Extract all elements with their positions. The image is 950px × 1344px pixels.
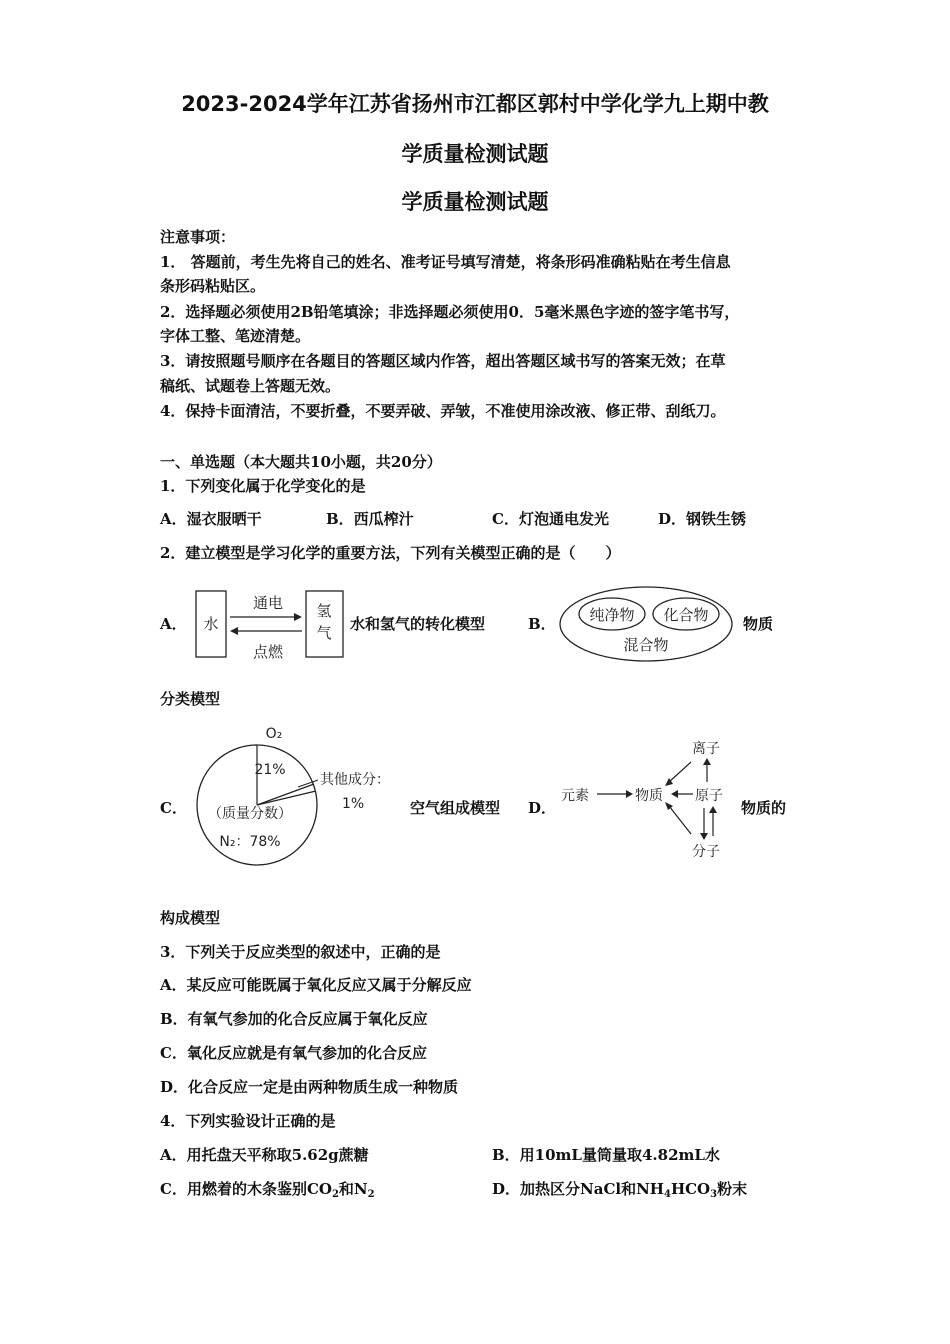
arrow-head-1 [626, 790, 633, 798]
q4-stem: 4．下列实验设计正确的是 [160, 1112, 336, 1130]
q4-d-text-1: D．加热区分NaCl和NH [492, 1180, 664, 1198]
q2-b-caption-cont: 分类模型 [160, 690, 221, 708]
notice-item-4: 4．保持卡面清洁，不要折叠，不要弄破、弄皱，不准使用涂改液、修正带、刮纸刀。 [160, 402, 726, 420]
notice-item-3b: 稿纸、试题卷上答题无效。 [160, 377, 341, 395]
other-label: 其他成分： [320, 772, 390, 788]
q4-d-text-2: HCO [670, 1180, 711, 1198]
exam-title-line3: 学质量检测试题 [401, 190, 549, 214]
q2-c-diagram [190, 718, 410, 868]
arrow-head-6 [700, 833, 708, 840]
q2-c-caption: 空气组成模型 [410, 799, 501, 817]
q2-d-label: D． [528, 799, 557, 817]
q2-b-label: B． [528, 615, 556, 633]
q4-option-b: B．用10mL量筒量取4.82mL水 [492, 1146, 720, 1164]
q2-a-caption: 水和氢气的转化模型 [350, 615, 486, 633]
q3-stem: 3．下列关于反应类型的叙述中，正确的是 [160, 943, 441, 961]
q1-option-c: C．灯泡通电发光 [492, 510, 609, 528]
notice-heading: 注意事项： [160, 228, 236, 246]
q2-b-caption: 物质 [743, 615, 774, 633]
q4-option-d [492, 1177, 747, 1207]
arrow-head-5 [703, 758, 711, 765]
q1-option-b: B．西瓜榨汁 [326, 510, 414, 528]
hydrogen-label-1: 氢 [316, 602, 332, 620]
ion-to-matter-arrow [669, 762, 691, 782]
mixture-label: 混合物 [623, 636, 669, 654]
matter-label: 物质 [635, 788, 663, 804]
q1-option-a: A．湿衣服晒干 [160, 510, 262, 528]
q4-c-sub-1: 2 [331, 1189, 339, 1200]
arrow-head-2 [671, 790, 678, 798]
exam-title-line1: 2023-2024学年江苏省扬州市江都区郭村中学化学九上期中教 [181, 92, 769, 116]
q2-d-caption: 物质的 [741, 799, 787, 817]
q1-option-d: D．钢铁生锈 [658, 510, 747, 528]
notice-item-2a: 2．选择题必须使用2B铅笔填涂；非选择题必须使用0．5毫米黑色字迹的签字笔书写， [160, 303, 740, 321]
q2-c-label: C． [160, 799, 187, 817]
q4-option-c [160, 1177, 375, 1207]
ion-label: 离子 [692, 741, 720, 757]
q4-option-a: A．用托盘天平称取5.62g蔗糖 [160, 1146, 369, 1164]
arrow-right-head [294, 613, 302, 621]
q3-option-c: C．氧化反应就是有氧气参加的化合反应 [160, 1044, 427, 1062]
q4-d-sub-2: 3 [710, 1189, 718, 1200]
q2-b-diagram [555, 584, 735, 664]
pie-divider-2 [257, 791, 316, 805]
hydrogen-label-2: 气 [316, 624, 332, 642]
q1-stem: 1．下列变化属于化学变化的是 [160, 477, 366, 495]
q4-d-sub-1: 4 [663, 1189, 671, 1200]
n2-percent: N₂：78% [219, 834, 281, 850]
q2-a-diagram [190, 585, 350, 665]
q4-c-text-1: C．用燃着的木条鉴别CO [160, 1180, 332, 1198]
compound-label: 化合物 [663, 606, 709, 624]
element-label: 元素 [561, 788, 589, 804]
pie-divider-1 [257, 784, 314, 805]
notice-item-2b: 字体工整、笔迹清楚。 [160, 327, 311, 345]
q3-option-a: A．某反应可能既属于氧化反应又属于分解反应 [160, 976, 472, 994]
q4-d-text-3: 粉末 [717, 1180, 748, 1198]
q2-d-diagram [555, 730, 735, 865]
q2-stem: 2．建立模型是学习化学的重要方法，下列有关模型正确的是（ ） [160, 544, 621, 562]
section-heading: 一、单选题（本大题共10小题，共20分） [160, 453, 442, 471]
arrow-head-7 [709, 806, 717, 813]
molecule-to-matter-arrow [669, 806, 691, 834]
arrow-left-head [230, 627, 238, 635]
q3-option-b: B．有氧气参加的化合反应属于氧化反应 [160, 1010, 428, 1028]
q4-c-sub-2: 2 [367, 1189, 375, 1200]
q2-a-label: A． [160, 615, 187, 633]
q4-c-text-2: 和N [338, 1180, 368, 1198]
electrolysis-label: 通电 [252, 594, 284, 612]
molecule-label: 分子 [692, 844, 720, 860]
exam-title-line2: 学质量检测试题 [401, 142, 549, 166]
atom-label: 原子 [695, 788, 723, 804]
o2-percent: 21% [254, 762, 286, 778]
q3-option-d: D．化合反应一定是由两种物质生成一种物质 [160, 1078, 459, 1096]
q2-d-caption-cont: 构成模型 [160, 909, 221, 927]
ignite-label: 点燃 [252, 643, 284, 661]
other-percent: 1% [342, 796, 365, 812]
mass-fraction-label: （质量分数） [208, 806, 292, 822]
notice-item-1b: 条形码粘贴区。 [160, 277, 266, 295]
water-label: 水 [203, 615, 219, 633]
o2-label: O₂ [265, 726, 283, 742]
notice-item-3a: 3．请按照题号顺序在各题目的答题区域内作答，超出答题区域书写的答案无效；在草 [160, 352, 726, 370]
notice-item-1a: 1． 答题前，考生先将自己的姓名、准考证号填写清楚，将条形码准确粘贴在考生信息 [160, 253, 731, 271]
pure-label: 纯净物 [589, 606, 635, 624]
